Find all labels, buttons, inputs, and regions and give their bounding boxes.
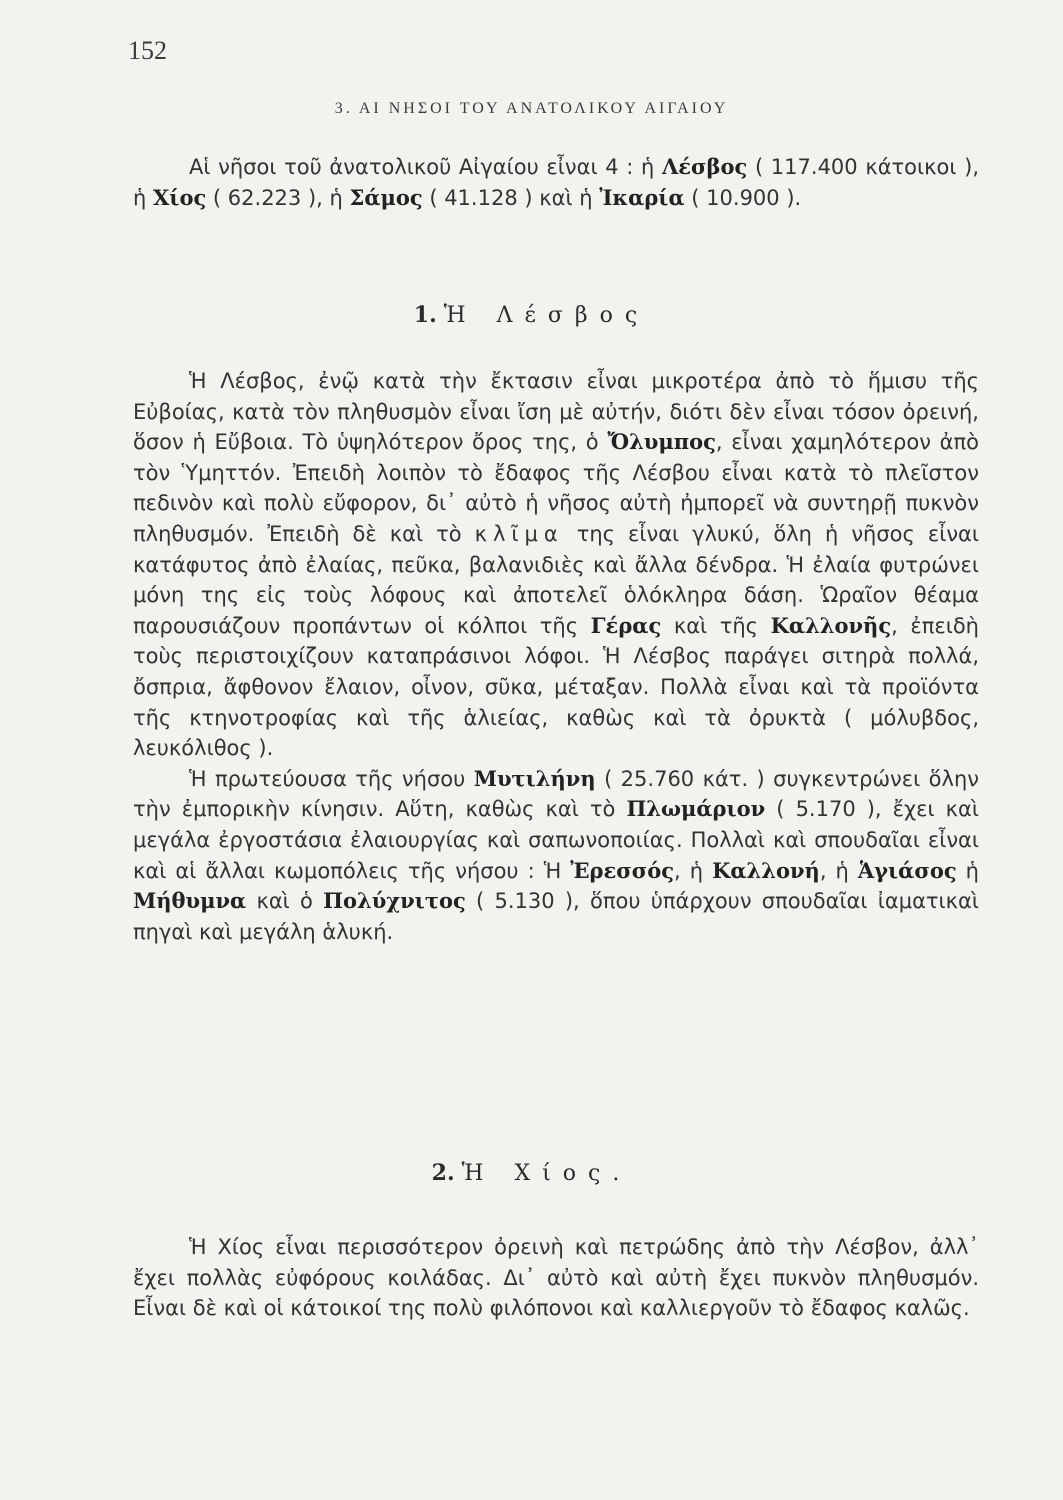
chapter-heading: 3. ΑΙ ΝΗΣΟΙ ΤΟΥ ΑΝΑΤΟΛΙΚΟΥ ΑΙΓΑΙΟΥ xyxy=(334,100,729,117)
paragraph xyxy=(133,764,979,948)
intro-text: ( 41.128 ) καὶ ἡ xyxy=(422,185,600,210)
text-run: ἡ xyxy=(956,858,979,883)
section-number: 2. xyxy=(431,1160,455,1186)
paragraph: Ἡ Χίος εἶναι περισσότερον ὀρεινὴ καὶ πετρώδης ἀπὸ τὴν Λέσβον, ἀλλ᾿ ἔχει πολλὰς εὐφόρους κοιλάδας. Δι᾿ αὐτὸ καὶ αὐτὴ ἔχει πυκνὸν πληθυσμόν. Εἶναι δὲ καὶ οἱ κάτοικοί της πολὺ φιλόπονοι καὶ καλλιεργοῦν τὸ ἔδαφος καλῶς. xyxy=(133,1235,979,1321)
text-run: ( 5.170 ), ἔχει καὶ μεγάλα ἐργοστάσια ἐλαιουργίας καὶ σαπωνοποιίας. Πολλαὶ καὶ σπουδαῖαι εἶναι καὶ αἱ ἄλλαι κωμοπόλεις τῆς νήσου : Ἡ xyxy=(133,797,979,883)
island-name-ikaria: Ἰκαρία xyxy=(599,184,685,210)
spaced-word-klima: κλῖμα xyxy=(474,521,564,546)
place-name-mytilini: Μυτιλήνη xyxy=(473,765,596,791)
section-number: 1. xyxy=(413,302,437,328)
section-name: Ἡ Λέσβος xyxy=(443,303,650,328)
text-run: ( 25.760 κάτ. ) συγκεντρώνει ὅλην τὴν ἐμπορικὴν κίνησιν. Αὕτη, καθὼς καὶ τὸ xyxy=(133,766,979,822)
text-run: , εἶναι χαμηλότερον ἀπὸ τὸν Ὑμηττόν. Ἐπειδὴ λοιπὸν τὸ ἔδαφος τῆς Λέσβου εἶναι κατὰ τὸ πλεῖστον πεδινὸν καὶ πολὺ εὔφορον, δι᾿ αὐτὸ ἡ νῆσος αὐτὴ ἠμπορεῖ νὰ συντηρῇ πυκνὸν πληθυσμόν. Ἐπειδὴ δὲ καὶ τὸ xyxy=(133,430,980,546)
island-name-chios: Χίος xyxy=(153,184,207,210)
place-name-olympos: Ὄλυμπος xyxy=(607,429,716,455)
intro-paragraph xyxy=(133,152,979,213)
lesvos-body xyxy=(133,366,979,947)
text-run: της εἶναι γλυκύ, ὅλη ἡ νῆσος εἶναι κατάφυτος ἀπὸ ἐλαίας, πεῦκα, βαλανιδιὲς καὶ ἄλλα δένδρα. Ἡ ἐλαία φυτρώνει μόνη της εἰς τοὺς λόφους καὶ ἀποτελεῖ ὁλόκληρα δάση. Ὡραῖον θέαμα παρουσιάζουν προπάντων οἱ κόλποι τῆς xyxy=(133,521,980,638)
place-name-agiasos: Ἁγιάσος xyxy=(857,857,957,883)
place-name-plomarion: Πλωμάριον xyxy=(626,796,766,822)
text-run: , ἡ xyxy=(819,858,858,883)
intro-text: ( 10.900 ). xyxy=(684,185,802,210)
place-name-kallonis: Καλλονῆς xyxy=(770,612,892,638)
paragraph xyxy=(133,366,979,764)
text-run: καὶ ὁ xyxy=(246,889,324,914)
intro-text: ( 117.400 κάτοικοι ), ἡ xyxy=(133,155,980,210)
chios-body xyxy=(133,1232,979,1324)
text-run: ( 5.130 ), ὅπου ὑπάρχουν σπουδαῖαι ἰαματικαὶ πηγαὶ καὶ μεγάλη ἁλυκή. xyxy=(133,889,979,944)
place-name-geras: Γέρας xyxy=(590,612,662,638)
section-title-chios xyxy=(0,1160,1063,1186)
intro-text: ( 62.223 ), ἡ xyxy=(206,185,350,210)
page-number: 152 xyxy=(128,36,167,65)
place-name-eressos: Ἐρεσσός xyxy=(570,857,675,883)
section-title-lesvos xyxy=(0,302,1063,328)
island-name-lesvos: Λέσβος xyxy=(661,154,748,179)
island-name-samos: Σάμος xyxy=(349,184,423,210)
place-name-polychnitos: Πολύχνιτος xyxy=(323,888,466,914)
intro-text: Αἱ νῆσοι τοῦ ἀνατολικοῦ Αἰγαίου εἶναι 4 : ἡ xyxy=(189,155,662,179)
text-run: , ἐπειδὴ τοὺς περιστοιχίζουν καταπράσινοι λόφοι. Ἡ Λέσβος παράγει σιτηρὰ πολλά, ὄσπρια, ἄφθονον ἔλαιον, οἶνον, σῦκα, μέταξαν. Πολλὰ εἶναι καὶ τὰ προϊόντα τῆς κτηνοτροφίας καὶ τῆς ἁλιείας, καθὼς καὶ τὰ ὀρυκτὰ ( μόλυβδος, λευκόλιθος ). xyxy=(133,613,979,761)
place-name-kalloni: Καλλονή xyxy=(712,857,820,883)
text-run: Ἡ πρωτεύουσα τῆς νήσου xyxy=(189,766,474,791)
section-name: Ἡ Χίος. xyxy=(461,1161,632,1186)
text-run: , ἡ xyxy=(674,858,713,883)
text-run: καὶ τῆς xyxy=(661,613,771,638)
text-run: Ἡ Λέσβος, ἐνῷ κατὰ τὴν ἔκτασιν εἶναι μικροτέρα ἀπὸ τὸ ἥμισυ τῆς Εὐβοίας, κατὰ τὸν πληθυσμὸν εἶναι ἴση μὲ αὐτήν, διότι δὲν εἶναι τόσον ὀρεινή, ὅσον ἡ Εὔβοια. Τὸ ὑψηλότερον ὄρος της, ὁ xyxy=(133,369,979,455)
place-name-mithymna: Μήθυμνα xyxy=(133,888,247,914)
